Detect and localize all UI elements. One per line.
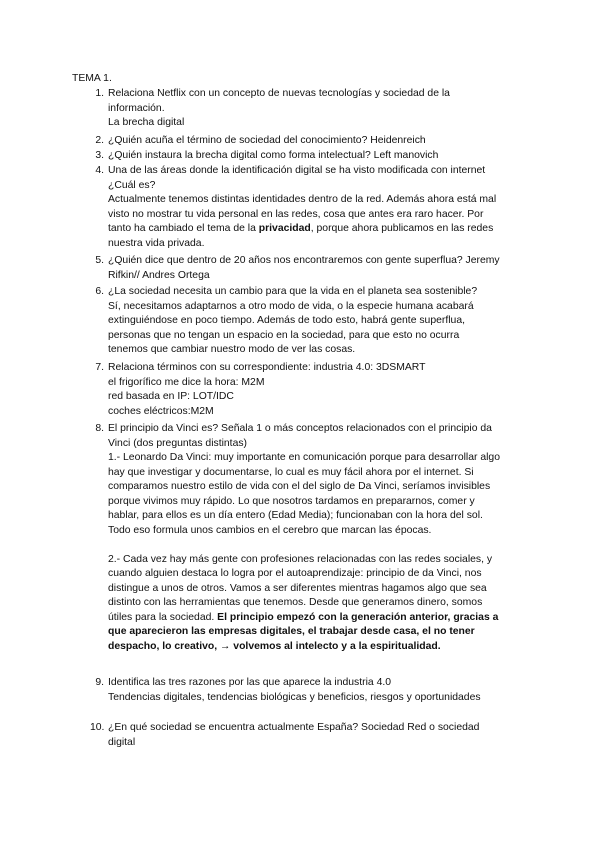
item-text: ¿La sociedad necesita un cambio para que la vida en el planeta sea sostenible? <box>108 286 478 297</box>
bold-run: que aparecieron las empresas digitales, el trabajar desde casa, el no tener <box>108 626 475 637</box>
item-number: 10. <box>90 722 105 733</box>
bold-term: privacidad <box>258 223 311 234</box>
item-text: el frigorífico me dice la hora: M2M <box>108 376 265 388</box>
item-text: información. <box>108 102 165 114</box>
item-text-mixed <box>108 222 528 237</box>
item-number: 3. <box>95 150 104 161</box>
item-text: Identifica las tres razones por las que aparece la industria 4.0 <box>108 677 392 688</box>
item-text: ¿Cuál es? <box>108 179 156 191</box>
item-text: Relaciona Netflix con un concepto de nuevas tecnologías y sociedad de la <box>108 88 450 99</box>
item-text: extinguiéndose en poco tiempo. Además de todo esto, habrá gente superflua, <box>108 315 465 326</box>
item-number: 9. <box>95 677 104 688</box>
item-text-bold <box>108 625 528 640</box>
item-text: Tendencias digitales, tendencias biológicas y beneficios, riesgos y oportunidades <box>108 691 481 703</box>
item-text: digital <box>108 736 136 748</box>
item-text: personas que no tengan un espacio en la sociedad, para que esto no ocurra <box>108 329 460 341</box>
item-text: Una de las áreas donde la identificación digital se ha visto modificada con internet <box>108 165 486 176</box>
document-title: TEMA 1. <box>72 73 112 84</box>
item-text: comparamos nuestro estilo de vida con el del siglo de Da Vinci, seríamos invisibles <box>108 481 491 492</box>
item-text: ¿En qué sociedad se encuentra actualmente España? Sociedad Red o sociedad <box>108 722 480 733</box>
text-run: , porque ahora publicamos en las redes <box>310 223 494 234</box>
item-text: nuestra vida privada. <box>108 237 205 249</box>
item-text: ¿Quién instaura la brecha digital como forma intelectual? Left manovich <box>108 150 439 161</box>
item-text: Vinci (dos preguntas distintas) <box>108 437 247 449</box>
item-text: 1.- Leonardo Da Vinci: muy importante en comunicación porque para desarrollar algo <box>108 452 500 463</box>
item-text: red basada en IP: LOT/IDC <box>108 391 234 402</box>
item-text: tenemos que cambiar nuestro modo de ver las cosas. <box>108 344 356 355</box>
item-number: 6. <box>95 286 104 297</box>
item-number: 7. <box>95 362 104 373</box>
item-text: Relaciona términos con su correspondiente: industria 4.0: 3DSMART <box>108 362 426 373</box>
item-text: porque vivimos muy rápido. Lo que nosotros tardamos en prepararnos, comer y <box>108 495 475 507</box>
item-text: cuando alguien destaca lo logra por el autoaprendizaje: principio de da Vinci, nos <box>108 568 482 579</box>
item-text: Actualmente tenemos distintas identidades dentro de la red. Además ahora está mal <box>108 194 497 205</box>
item-text: visto no mostrar tu vida personal en las redes, cosa que antes era raro hacer. Por <box>108 208 484 220</box>
text-run: tanto ha cambiado el tema de la <box>108 223 259 234</box>
text-run: útiles para la sociedad. <box>108 611 218 623</box>
paragraph-gap <box>108 538 528 553</box>
item-text: 2.- Cada vez hay más gente con profesiones relacionadas con las redes sociales, y <box>108 553 493 565</box>
item-text-bold <box>108 640 528 655</box>
item-text: ¿Quién dice que dentro de 20 años nos encontraremos con gente superflua? Jeremy <box>108 255 500 266</box>
item-number: 2. <box>95 135 104 146</box>
item-text: Rifkin// Andres Ortega <box>108 269 210 281</box>
bold-run: despacho, lo creativo, → volvemos al intelecto y a la espiritualidad. <box>108 640 441 652</box>
item-text: Todo eso formula unos cambios en el cerebro que marcan las épocas. <box>108 524 432 536</box>
item-text: distingue a unos de otros. Vamos a ser diferentes mientras hagamos algo que sea <box>108 582 487 594</box>
item-number: 5. <box>95 255 104 266</box>
item-text: distinto con las herramientas que tenemos. Desde que generamos dinero, somos <box>108 597 483 608</box>
bold-run: El principio empezó con la generación anterior, gracias a <box>217 611 499 623</box>
item-number: 8. <box>95 423 104 434</box>
item-number: 4. <box>95 165 104 176</box>
item-answer: La brecha digital <box>108 117 185 128</box>
item-text: ¿Quién acuña el término de sociedad del conocimiento? Heidenreich <box>108 135 426 146</box>
item-text: hay que investigar y documentarse, lo cual es muy fácil ahora por el internet. Si <box>108 466 474 478</box>
item-text-mixed <box>108 611 528 626</box>
item-text: El principio da Vinci es? Señala 1 o más conceptos relacionados con el principio da <box>108 423 492 434</box>
item-text: Sí, necesitamos adaptarnos a otro modo de vida, o la especie humana acabará <box>108 300 474 312</box>
item-number: 1. <box>95 88 104 99</box>
item-text: hablar, para ellos es un día entero (Edad Media); funcionaban con la hora del sol. <box>108 510 483 521</box>
item-text: coches eléctricos:M2M <box>108 405 214 417</box>
